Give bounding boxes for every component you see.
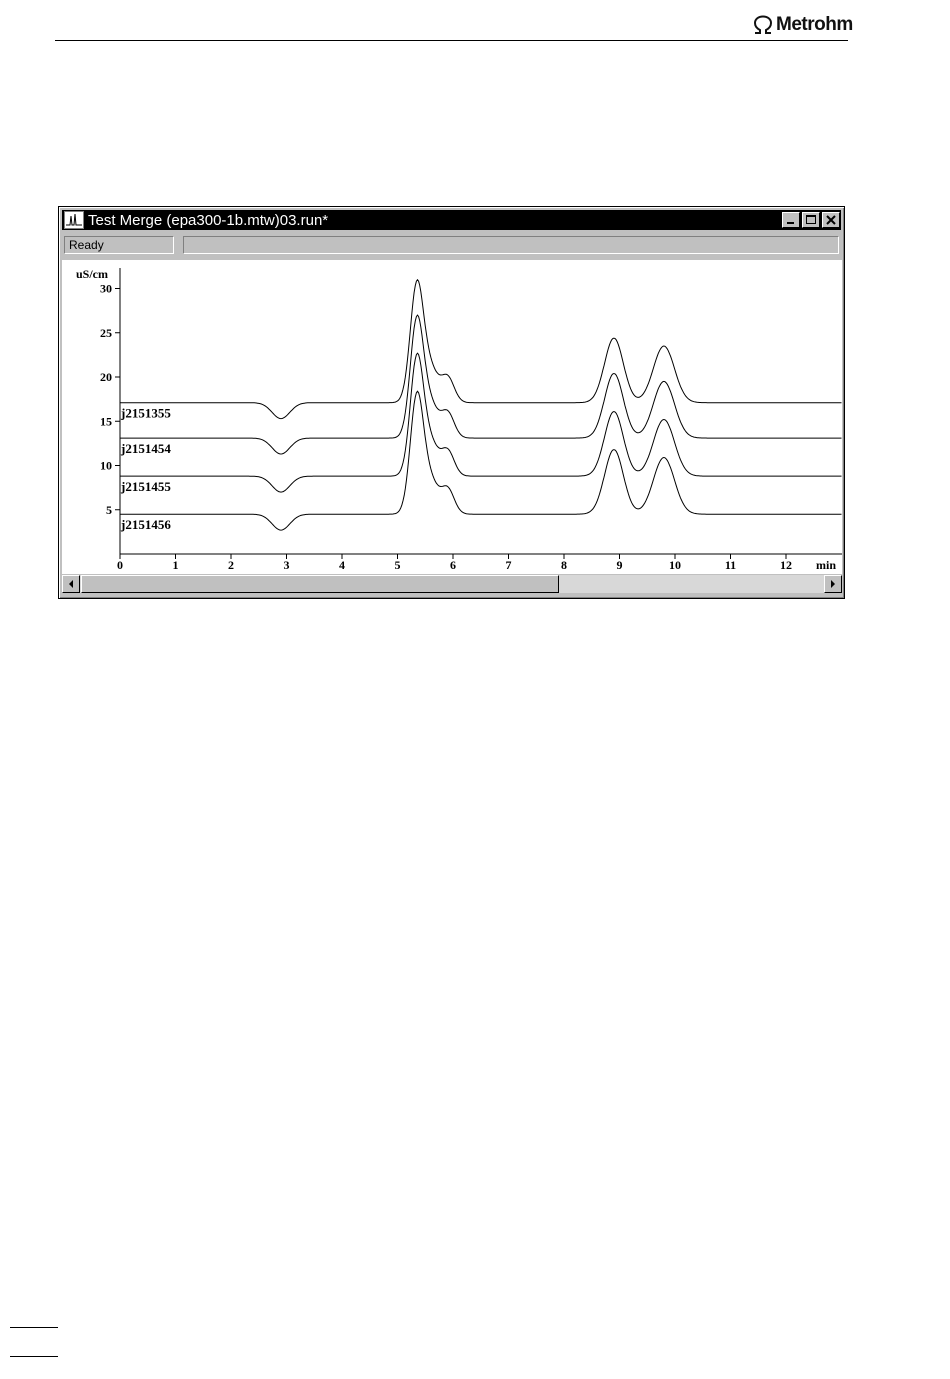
y-axis-label: uS/cm	[76, 267, 109, 281]
title-bar[interactable]	[62, 210, 841, 230]
chromatogram-plot[interactable]	[62, 260, 842, 574]
brand-logo	[752, 12, 853, 38]
minimize-button[interactable]	[782, 212, 800, 228]
x-tick-label: 8	[561, 558, 567, 572]
arrow-left-icon	[67, 580, 75, 588]
x-tick-label: 6	[450, 558, 456, 572]
x-tick-label: 4	[339, 558, 345, 572]
trace-j2151454	[120, 315, 842, 457]
footer-rule-2	[10, 1356, 58, 1357]
footer-rule-1	[10, 1327, 58, 1328]
status-bar-panel	[183, 236, 839, 254]
y-tick-label: 30	[100, 281, 112, 296]
x-tick-label: 12	[780, 558, 792, 572]
x-tick-label: 1	[172, 558, 179, 572]
scroll-left-button[interactable]	[62, 575, 80, 593]
trace-j2151455	[120, 353, 842, 495]
maximize-button[interactable]	[802, 212, 820, 228]
y-tick-label: 20	[100, 370, 112, 384]
x-tick-label: 0	[117, 558, 123, 572]
x-tick-label: 10	[669, 558, 681, 572]
x-tick-label: 9	[616, 558, 623, 572]
series-label: j2151455	[121, 479, 171, 495]
y-tick-label: 25	[100, 325, 112, 340]
scroll-thumb[interactable]	[81, 575, 559, 593]
close-button[interactable]	[822, 212, 840, 228]
header-rule	[55, 40, 848, 41]
series-label: j2151355	[121, 405, 171, 421]
x-tick-label: 11	[724, 558, 737, 572]
maximize-icon	[806, 215, 816, 225]
x-tick-label: 7	[505, 558, 512, 572]
x-tick-label: 2	[228, 558, 234, 572]
y-tick-label: 10	[100, 458, 112, 473]
horizontal-scrollbar[interactable]	[62, 575, 842, 593]
x-tick-label: 3	[283, 558, 290, 572]
brand-name: Metrohm	[776, 14, 853, 35]
scroll-right-button[interactable]	[824, 575, 842, 593]
omega-icon	[752, 15, 774, 35]
window-title: Test Merge (epa300-1b.mtw)03.run*	[88, 211, 329, 229]
trace-j2151355	[120, 280, 842, 419]
y-tick-label: 5	[106, 502, 112, 517]
series-label: j2151454	[121, 441, 171, 457]
close-icon	[826, 215, 836, 225]
x-axis-label: min	[816, 558, 837, 572]
chromatogram-app-icon[interactable]	[64, 211, 84, 229]
minimize-icon	[786, 215, 796, 225]
chromatogram-window	[58, 206, 845, 599]
arrow-right-icon	[829, 580, 837, 588]
status-field: Ready	[64, 236, 174, 254]
x-tick-label: 5	[394, 558, 401, 572]
trace-j2151456	[120, 391, 842, 533]
series-label: j2151456	[121, 517, 171, 533]
y-tick-label: 15	[100, 414, 112, 429]
